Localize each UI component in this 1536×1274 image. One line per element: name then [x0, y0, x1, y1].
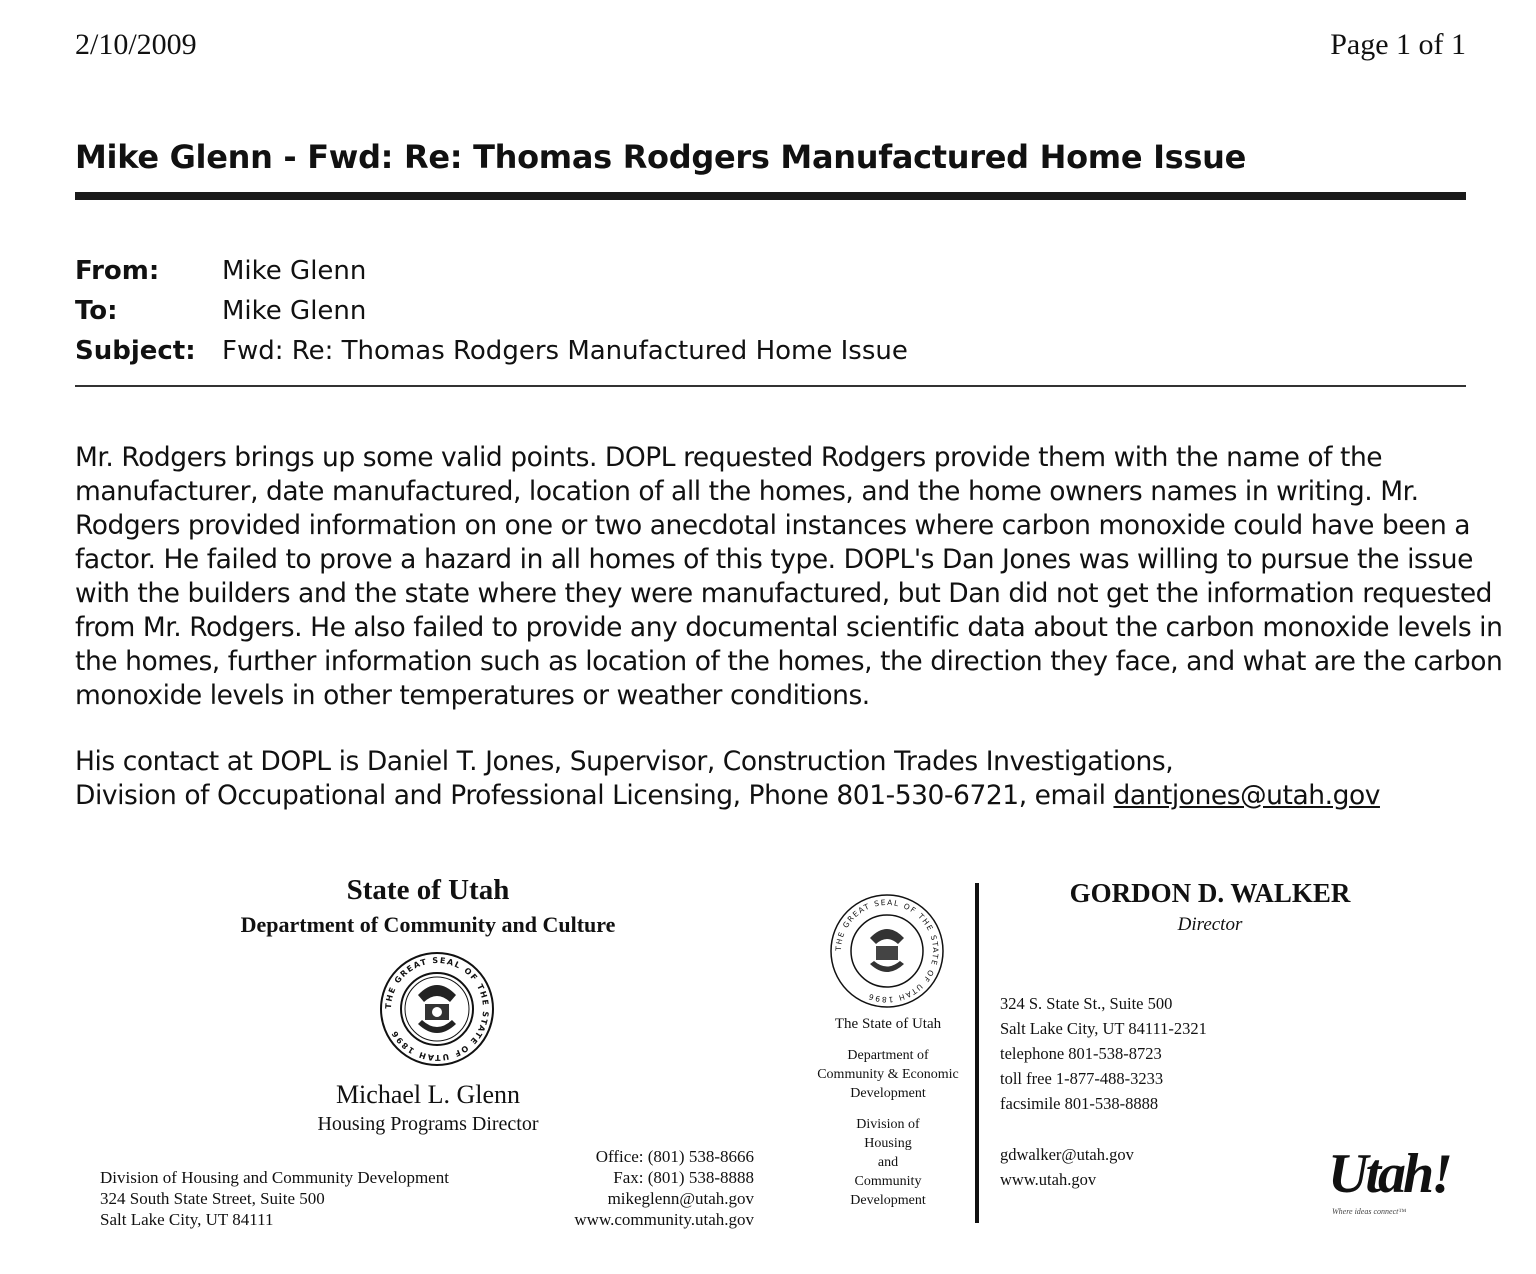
letterhead-name: Michael L. Glenn	[335, 1080, 521, 1109]
facsimile-line: facsimile 801-538-8888	[1000, 1094, 1159, 1113]
director-title: Director	[1177, 914, 1243, 935]
utah-tagline: Where ideas connect™	[1332, 1207, 1407, 1216]
director-email[interactable]: gdwalker@utah.gov	[1000, 1145, 1134, 1164]
print-date: 2/10/2009	[75, 28, 197, 61]
middle-dept-line: Department of	[847, 1048, 929, 1063]
subject-value: Fwd: Re: Thomas Rodgers Manufactured Home Issue	[222, 336, 908, 366]
middle-division-line: Division of	[856, 1117, 920, 1132]
telephone-line: telephone 801-538-8723	[1000, 1044, 1162, 1063]
middle-department-block	[808, 1015, 968, 1210]
page-count: Page 1 of 1	[1330, 28, 1466, 61]
title-divider	[75, 192, 1466, 200]
body-line: Rodgers provided information on one or two anecdotal instances where carbon monoxide could have been a	[75, 510, 1471, 541]
middle-dept-line: Development	[850, 1086, 926, 1101]
seal-text: THE GREAT SEAL OF THE STATE OF UTAH 1896	[833, 897, 941, 1005]
body-line: from Mr. Rodgers. He also failed to provide any documental scientific data about the carbon monoxide levels in	[75, 612, 1503, 643]
from-label: From:	[75, 256, 160, 286]
middle-division-line: Housing	[864, 1136, 912, 1151]
seal-text: THE GREAT SEAL OF THE STATE OF UTAH 1896	[383, 955, 491, 1063]
body-line: monoxide levels in other temperatures or weather conditions.	[75, 680, 870, 711]
division-address	[100, 1167, 449, 1230]
office-fax: Fax: (801) 538-8888	[613, 1168, 754, 1187]
body-line: His contact at DOPL is Daniel T. Jones, Supervisor, Construction Trades Investigations,	[75, 746, 1174, 777]
body-line: with the builders and the state where they were manufactured, but Dan did not get the information requested	[75, 578, 1493, 609]
address-line: Salt Lake City, UT 84111	[100, 1210, 274, 1229]
toll-free-line: toll free 1-877-488-3233	[1000, 1069, 1164, 1088]
director-address	[1000, 991, 1207, 1116]
header-divider	[75, 385, 1466, 387]
to-label: To:	[75, 296, 118, 326]
address-line: 324 S. State St., Suite 500	[1000, 994, 1173, 1013]
director-name: GORDON D. WALKER	[1069, 878, 1351, 908]
middle-dept-line: Community & Economic	[817, 1067, 959, 1082]
body-paragraph-1	[75, 441, 1503, 713]
middle-division-line: Community	[854, 1174, 922, 1189]
office-contact	[510, 1146, 754, 1230]
office-email[interactable]: mikeglenn@utah.gov	[607, 1189, 754, 1208]
letterhead-role: Housing Programs Director	[317, 1113, 539, 1135]
letterhead-divider	[975, 883, 979, 1223]
utah-logo: Utah!	[1328, 1143, 1450, 1205]
utah-seal-small-icon	[828, 892, 946, 1010]
body-line: the homes, further information such as location of the homes, the direction they face, and what are the carbon	[75, 646, 1503, 677]
email-link[interactable]: dantjones@utah.gov	[1113, 780, 1380, 811]
body-line: manufacturer, date manufactured, location of all the homes, and the home owners names in writing. Mr.	[75, 476, 1419, 507]
middle-division-line: Development	[850, 1193, 926, 1208]
letterhead-department: Department of Community and Culture	[240, 912, 616, 937]
address-line: Salt Lake City, UT 84111-2321	[1000, 1019, 1207, 1038]
director-web	[1000, 1142, 1134, 1192]
from-value: Mike Glenn	[222, 256, 367, 286]
middle-state: The State of Utah	[834, 1016, 942, 1032]
body-line-text: Division of Occupational and Professional Licensing, Phone 801-530-6721, email	[75, 780, 1114, 811]
utah-seal-icon	[378, 950, 496, 1068]
office-website[interactable]: www.community.utah.gov	[574, 1210, 754, 1229]
middle-division-line: and	[877, 1155, 899, 1170]
body-line: factor. He failed to prove a hazard in all homes of this type. DOPL's Dan Jones was willing to pursue the issue	[75, 544, 1473, 575]
letterhead-state: State of Utah	[346, 874, 510, 906]
to-value: Mike Glenn	[222, 296, 367, 326]
body-line: Mr. Rodgers brings up some valid points. DOPL requested Rodgers provide them with the name of the	[75, 442, 1383, 473]
subject-label: Subject:	[75, 336, 196, 366]
address-line: 324 South State Street, Suite 500	[100, 1189, 325, 1208]
utah-website[interactable]: www.utah.gov	[1000, 1170, 1097, 1189]
body-paragraph-2	[75, 745, 1380, 813]
body-line	[75, 779, 1380, 813]
address-line: Division of Housing and Community Development	[100, 1168, 449, 1187]
email-title: Mike Glenn - Fwd: Re: Thomas Rodgers Manufactured Home Issue	[75, 138, 1247, 176]
office-phone: Office: (801) 538-8666	[595, 1147, 754, 1166]
